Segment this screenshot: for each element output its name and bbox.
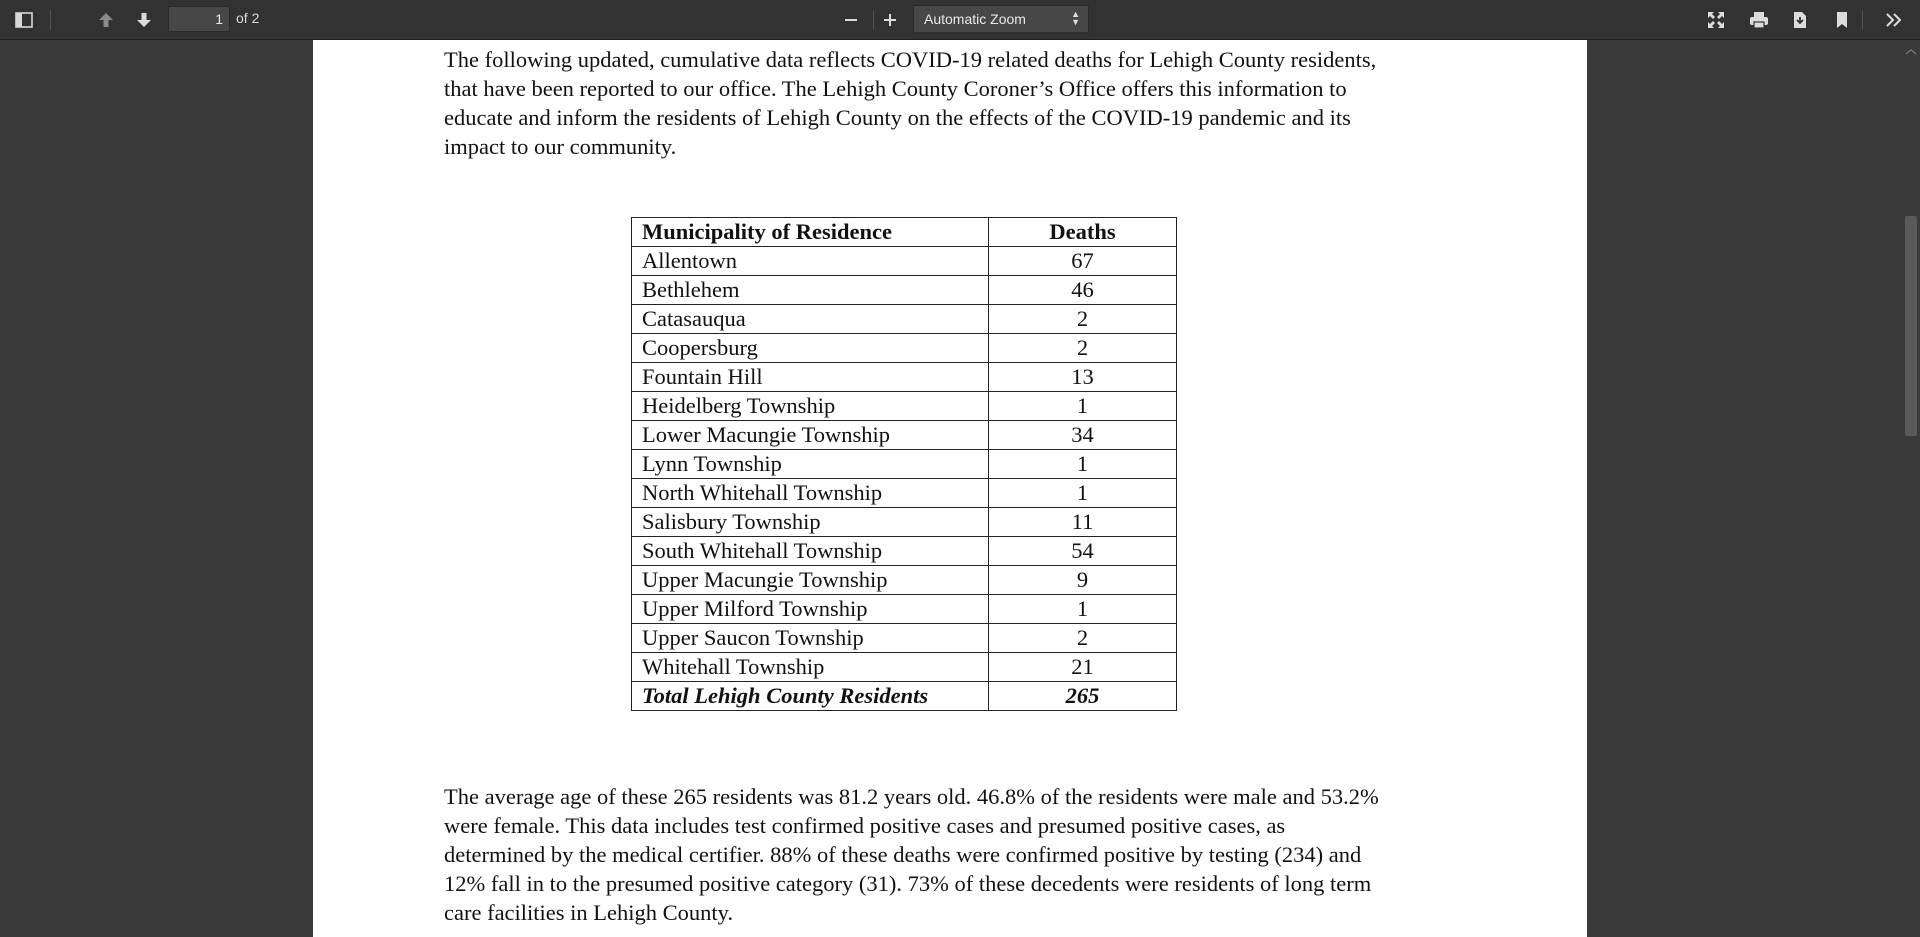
municipality-cell: Bethlehem <box>632 276 989 305</box>
pdf-toolbar <box>0 0 1920 40</box>
toolbar-divider <box>50 10 51 30</box>
table-row <box>632 363 1177 392</box>
summary-paragraph <box>444 782 1504 927</box>
municipality-cell: Fountain Hill <box>632 363 989 392</box>
table-row <box>632 450 1177 479</box>
tools-icon[interactable] <box>1880 6 1908 34</box>
deaths-cell: 2 <box>989 305 1177 334</box>
deaths-cell: 1 <box>989 479 1177 508</box>
intro-line: The following updated, cumulative data reflects COVID-19 related deaths for Lehigh County residents, <box>444 47 1377 72</box>
municipality-cell: Upper Milford Township <box>632 595 989 624</box>
deaths-cell: 1 <box>989 595 1177 624</box>
deaths-cell: 2 <box>989 624 1177 653</box>
deaths-cell: 54 <box>989 537 1177 566</box>
table-row <box>632 421 1177 450</box>
table-row <box>632 566 1177 595</box>
summary-line: were female. This data includes test confirmed positive cases and presumed positive cases, as <box>444 813 1286 838</box>
toolbar-divider <box>873 10 874 30</box>
municipality-cell: Lower Macungie Township <box>632 421 989 450</box>
municipality-cell: Upper Saucon Township <box>632 624 989 653</box>
zoom-in-icon[interactable] <box>876 6 904 34</box>
table-row <box>632 479 1177 508</box>
table-row <box>632 595 1177 624</box>
next-page-icon[interactable] <box>130 6 158 34</box>
intro-line: impact to our community. <box>444 134 677 159</box>
page-count-label: of 2 <box>236 10 260 26</box>
municipality-cell: South Whitehall Township <box>632 537 989 566</box>
print-icon[interactable] <box>1745 6 1773 34</box>
deaths-cell: 21 <box>989 653 1177 682</box>
scroll-up-icon[interactable]: ︿ <box>1905 43 1917 56</box>
table-row <box>632 392 1177 421</box>
table-row <box>632 508 1177 537</box>
table-total-row <box>632 682 1177 711</box>
sidebar-toggle-icon[interactable] <box>10 6 38 34</box>
deaths-cell: 46 <box>989 276 1177 305</box>
table-row <box>632 537 1177 566</box>
page-number-input[interactable]: 1 <box>168 6 230 32</box>
deaths-cell: 11 <box>989 508 1177 537</box>
intro-line: educate and inform the residents of Lehigh County on the effects of the COVID-19 pandemic and its <box>444 105 1351 130</box>
municipality-cell: North Whitehall Township <box>632 479 989 508</box>
table-row <box>632 653 1177 682</box>
deaths-cell: 13 <box>989 363 1177 392</box>
deaths-cell: 2 <box>989 334 1177 363</box>
total-label: Total Lehigh County Residents <box>632 682 989 711</box>
deaths-cell: 1 <box>989 450 1177 479</box>
table-row <box>632 334 1177 363</box>
deaths-cell: 34 <box>989 421 1177 450</box>
summary-line: The average age of these 265 residents was 81.2 years old. 46.8% of the residents were male and 53.2% <box>444 784 1379 809</box>
column-header-deaths: Deaths <box>989 218 1177 247</box>
municipality-cell: Upper Macungie Township <box>632 566 989 595</box>
deaths-cell: 67 <box>989 247 1177 276</box>
deaths-cell: 9 <box>989 566 1177 595</box>
summary-line: 12% fall in to the presumed positive category (31). 73% of these decedents were residents of long term <box>444 871 1372 896</box>
table-header-row <box>632 218 1177 247</box>
bookmark-icon[interactable] <box>1828 6 1856 34</box>
zoom-out-icon[interactable] <box>837 6 865 34</box>
deaths-by-municipality-table <box>631 217 1177 711</box>
municipality-cell: Catasauqua <box>632 305 989 334</box>
toolbar-divider <box>1862 10 1863 30</box>
table-row <box>632 247 1177 276</box>
column-header-municipality: Municipality of Residence <box>632 218 989 247</box>
summary-line: determined by the medical certifier. 88% of these deaths were confirmed positive by testing (234) and <box>444 842 1362 867</box>
previous-page-icon[interactable] <box>92 6 120 34</box>
select-caret-icon: ▲ ▼ <box>1071 9 1080 27</box>
municipality-cell: Whitehall Township <box>632 653 989 682</box>
table-row <box>632 276 1177 305</box>
table-row <box>632 624 1177 653</box>
pdf-page <box>313 40 1587 937</box>
intro-line: that have been reported to our office. The Lehigh County Coroner’s Office offers this information to <box>444 76 1347 101</box>
municipality-cell: Heidelberg Township <box>632 392 989 421</box>
download-icon[interactable] <box>1786 6 1814 34</box>
scrollbar-thumb[interactable] <box>1905 216 1917 436</box>
intro-paragraph <box>444 45 1504 161</box>
presentation-mode-icon[interactable] <box>1702 6 1730 34</box>
vertical-scrollbar[interactable] <box>1902 40 1920 937</box>
zoom-select-value: Automatic Zoom <box>924 11 1026 27</box>
table-row <box>632 305 1177 334</box>
total-value: 265 <box>989 682 1177 711</box>
zoom-select[interactable] <box>913 5 1089 33</box>
municipality-cell: Salisbury Township <box>632 508 989 537</box>
municipality-cell: Coopersburg <box>632 334 989 363</box>
municipality-cell: Lynn Township <box>632 450 989 479</box>
summary-line: care facilities in Lehigh County. <box>444 900 734 925</box>
deaths-cell: 1 <box>989 392 1177 421</box>
municipality-cell: Allentown <box>632 247 989 276</box>
